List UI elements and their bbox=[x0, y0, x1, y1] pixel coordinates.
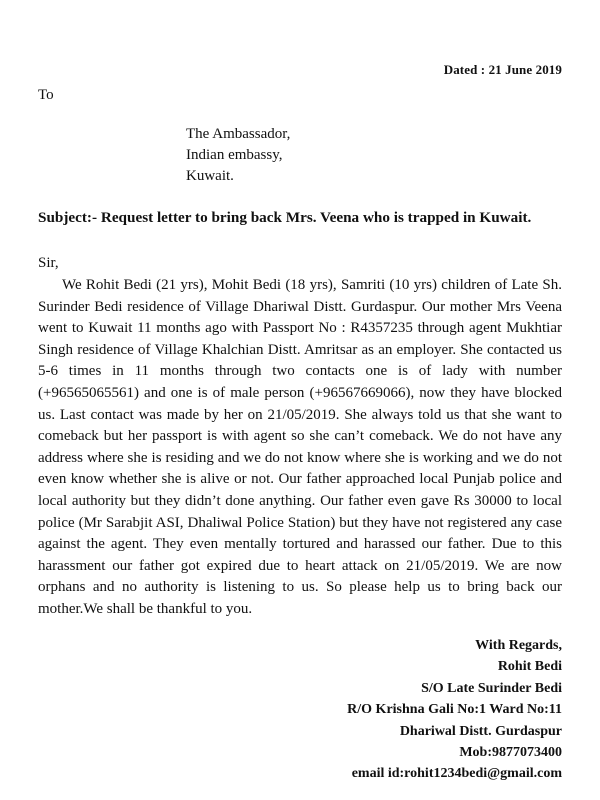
sender-address-line-1: R/O Krishna Gali No:1 Ward No:11 bbox=[347, 702, 562, 718]
recipient-line-organization: Indian embassy, bbox=[186, 147, 283, 163]
signature-block bbox=[347, 635, 562, 785]
salutation: Sir, bbox=[38, 255, 59, 271]
sender-email: email id:rohit1234bedi@gmail.com bbox=[351, 766, 562, 782]
recipient-line-country: Kuwait. bbox=[186, 168, 234, 184]
sender-address-line-2: Dhariwal Distt. Gurdaspur bbox=[399, 723, 562, 739]
recipient-line-title: The Ambassador, bbox=[186, 126, 291, 142]
to-label: To bbox=[38, 87, 54, 103]
recipient-address bbox=[186, 124, 290, 187]
sender-name: Rohit Bedi bbox=[497, 659, 562, 675]
subject-line: Subject:- Request letter to bring back Mrs. Veena who is trapped in Kuwait. bbox=[38, 209, 532, 226]
sender-mobile: Mob:9877073400 bbox=[459, 745, 562, 761]
letter-date: Dated : 21 June 2019 bbox=[443, 62, 562, 77]
closing-greeting: With Regards, bbox=[475, 638, 562, 653]
sender-parentage: S/O Late Surinder Bedi bbox=[421, 680, 562, 696]
letter-body: We Rohit Bedi (21 yrs), Mohit Bedi (18 yrs), Samriti (10 yrs) children of Late Sh. Surinder Bedi residence of Village Dhariwal Distt. Gurdaspur. Our mother Mrs Veena went to Kuwait 11 months ago with Passport No : R4357235 through agent Mukhtiar Singh residence of Village Khalchian Distt. Amritsar as an employer. She contacted us 5-6 times in 11 months through two contacts one is of lady with number (+96565065561) and one is of male person (+96567669066), now they have blocked us. Last contact was made by her on 21/05/2019. She always told us that she want to comeback but her passport is with agent so she can’t comeback. We do not have any address where she is residing and we do not know where she is working and we do not even know whether she is alive or not. Our father approached local Punjab police and local authority but they didn’t done anything. Our father even gave Rs 30000 to local police (Mr Sarabjit ASI, Dhaliwal Police Station) but they have not registered any case against the agent. They even mentally tortured and harassed our father. Due to this harassment our father got expired due to heart attack on 21/05/2019. We are now orphans and no authority is listening to us. So please help us to bring back our mother.We shall be thankful to you. bbox=[38, 277, 562, 617]
